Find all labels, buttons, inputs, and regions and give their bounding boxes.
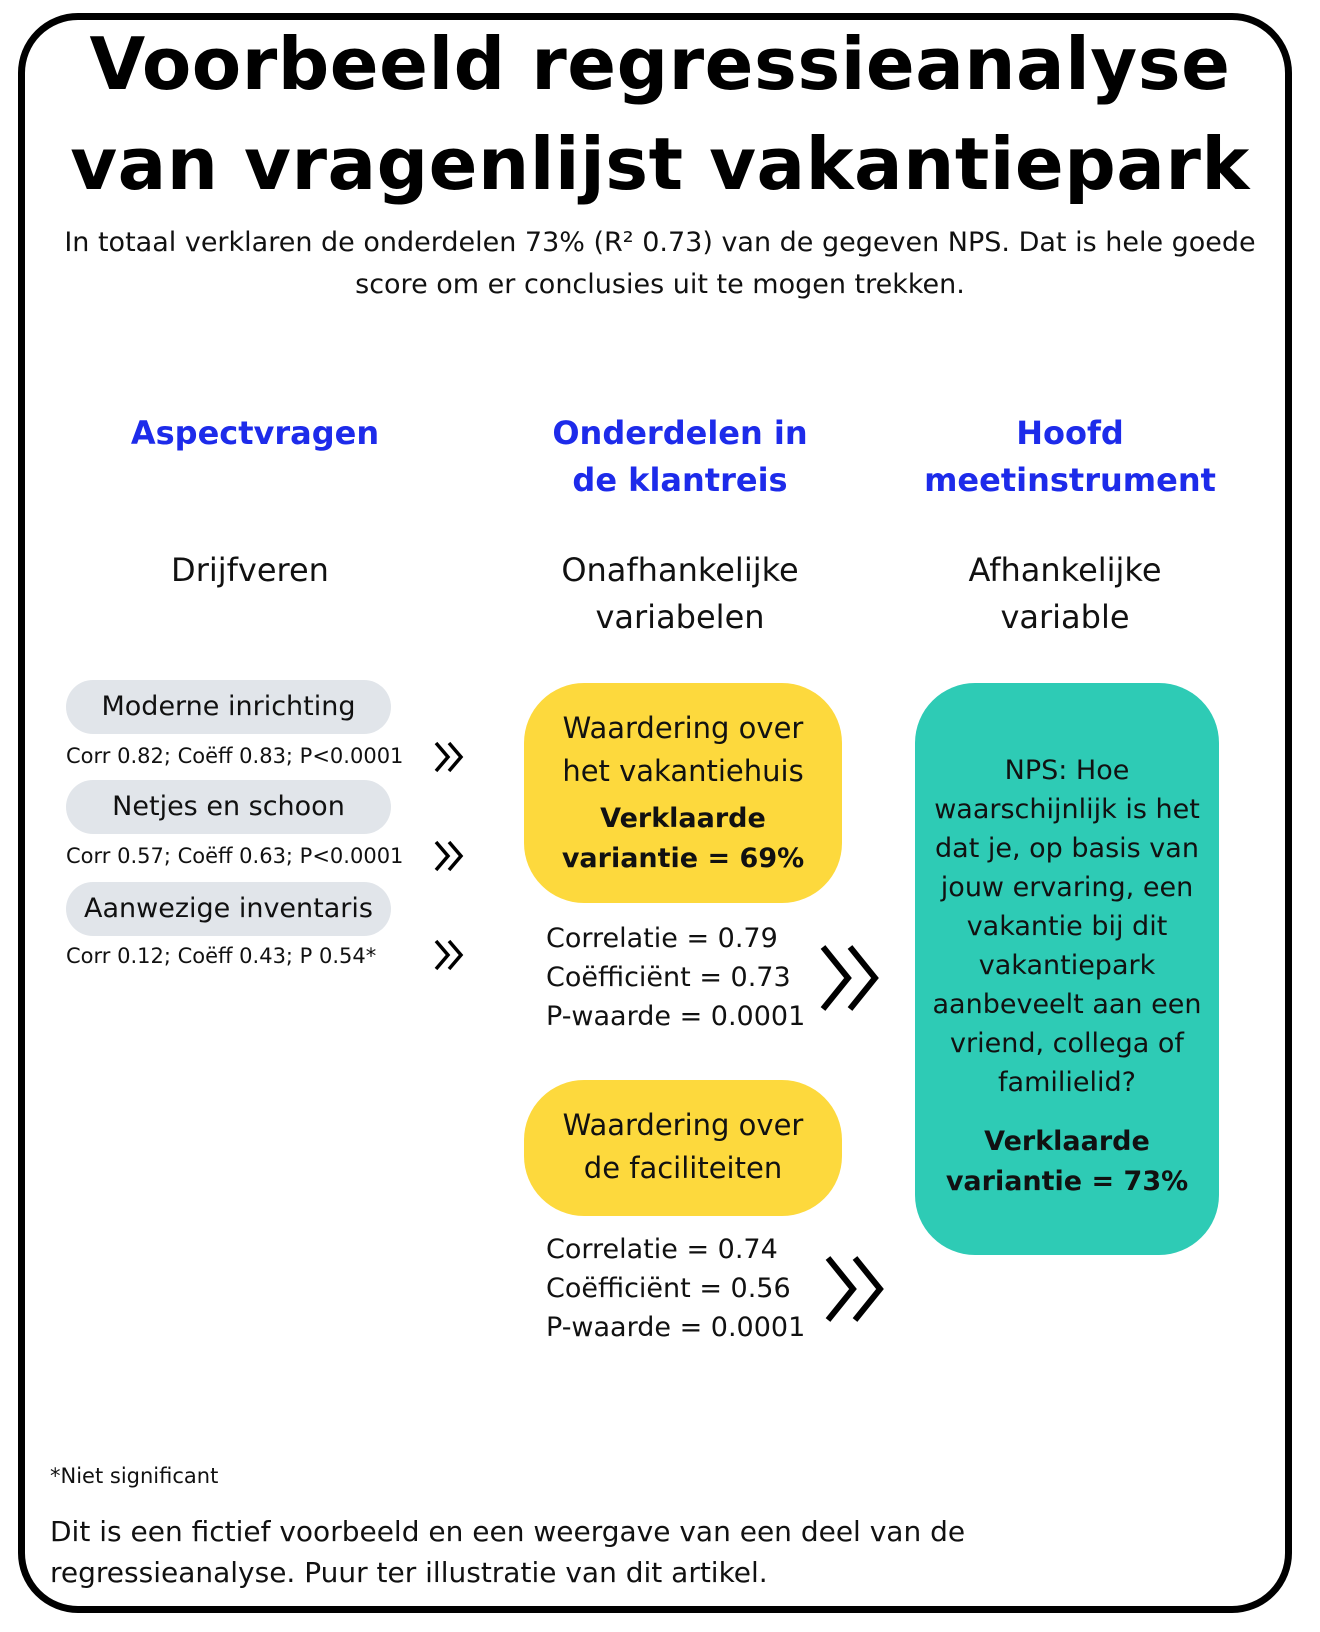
title-line-2: van vragenlijst vakantiepark [70,122,1250,206]
footnote: *Niet significant [50,1464,219,1488]
variable-box-faciliteiten [524,1080,842,1216]
variable-box-vakantiehuis [524,683,842,903]
variable-label-faciliteiten: Waardering over de faciliteiten [562,1108,804,1185]
nps-box [915,683,1219,1255]
chevron-double-right-icon [433,839,467,873]
chevron-double-right-icon [823,1254,889,1324]
chevron-double-right-icon [433,740,467,774]
column-heading-main: Hoofd meetinstrument [924,414,1216,499]
variable-stats-vakantiehuis: Correlatie = 0.79 Coëfficiënt = 0.73 P-waarde = 0.0001 [546,923,806,1032]
chevron-double-right-icon [818,943,884,1013]
page-title [30,14,1290,214]
driver-stats-2: Corr 0.57; Coëff 0.63; P<0.0001 [66,844,404,868]
column-heading-aspect: Aspectvragen [130,414,380,452]
driver-pill-2: Netjes en schoon [66,780,391,834]
nps-variance: Verklaarde variantie = 73% [945,1126,1189,1197]
chevron-double-right-icon [433,938,467,972]
intro-text [40,222,1280,306]
variable-label-vakantiehuis: Waardering over het vakantiehuis [562,711,804,788]
column-label-dependent: Afhankelijke variable [968,551,1162,636]
column-label-drivers: Drijfveren [171,551,329,589]
column-label-independent: Onafhankelijke variabelen [561,551,799,636]
variance-vakantiehuis: Verklaarde variantie = 69% [561,803,805,874]
driver-stats-1: Corr 0.82; Coëff 0.83; P<0.0001 [66,744,404,768]
disclaimer: Dit is een fictief voorbeeld en een weergave van een deel van de regressieanalyse. Puur ter illustratie van dit artikel. [50,1515,966,1589]
driver-pill-3: Aanwezige inventaris [66,882,391,936]
intro-line-1: In totaal verklaren de onderdelen 73% (R² 0.73) van de gegeven NPS. Dat is hele goede [64,227,1256,258]
driver-pill-1: Moderne inrichting [66,680,391,734]
variable-stats-faciliteiten: Correlatie = 0.74 Coëfficiënt = 0.56 P-waarde = 0.0001 [546,1234,806,1343]
nps-question: NPS: Hoe waarschijnlijk is het dat je, op basis van jouw ervaring, een vakantie bij dit vakantiepark aanbeveelt aan een vriend, collega of familielid? [932,755,1202,1098]
intro-line-2: score om er conclusies uit te mogen trekken. [355,269,965,300]
driver-stats-3: Corr 0.12; Coëff 0.43; P 0.54* [66,944,377,968]
title-line-1: Voorbeeld regressieanalyse [89,22,1231,106]
column-heading-parts: Onderdelen in de klantreis [552,414,808,499]
